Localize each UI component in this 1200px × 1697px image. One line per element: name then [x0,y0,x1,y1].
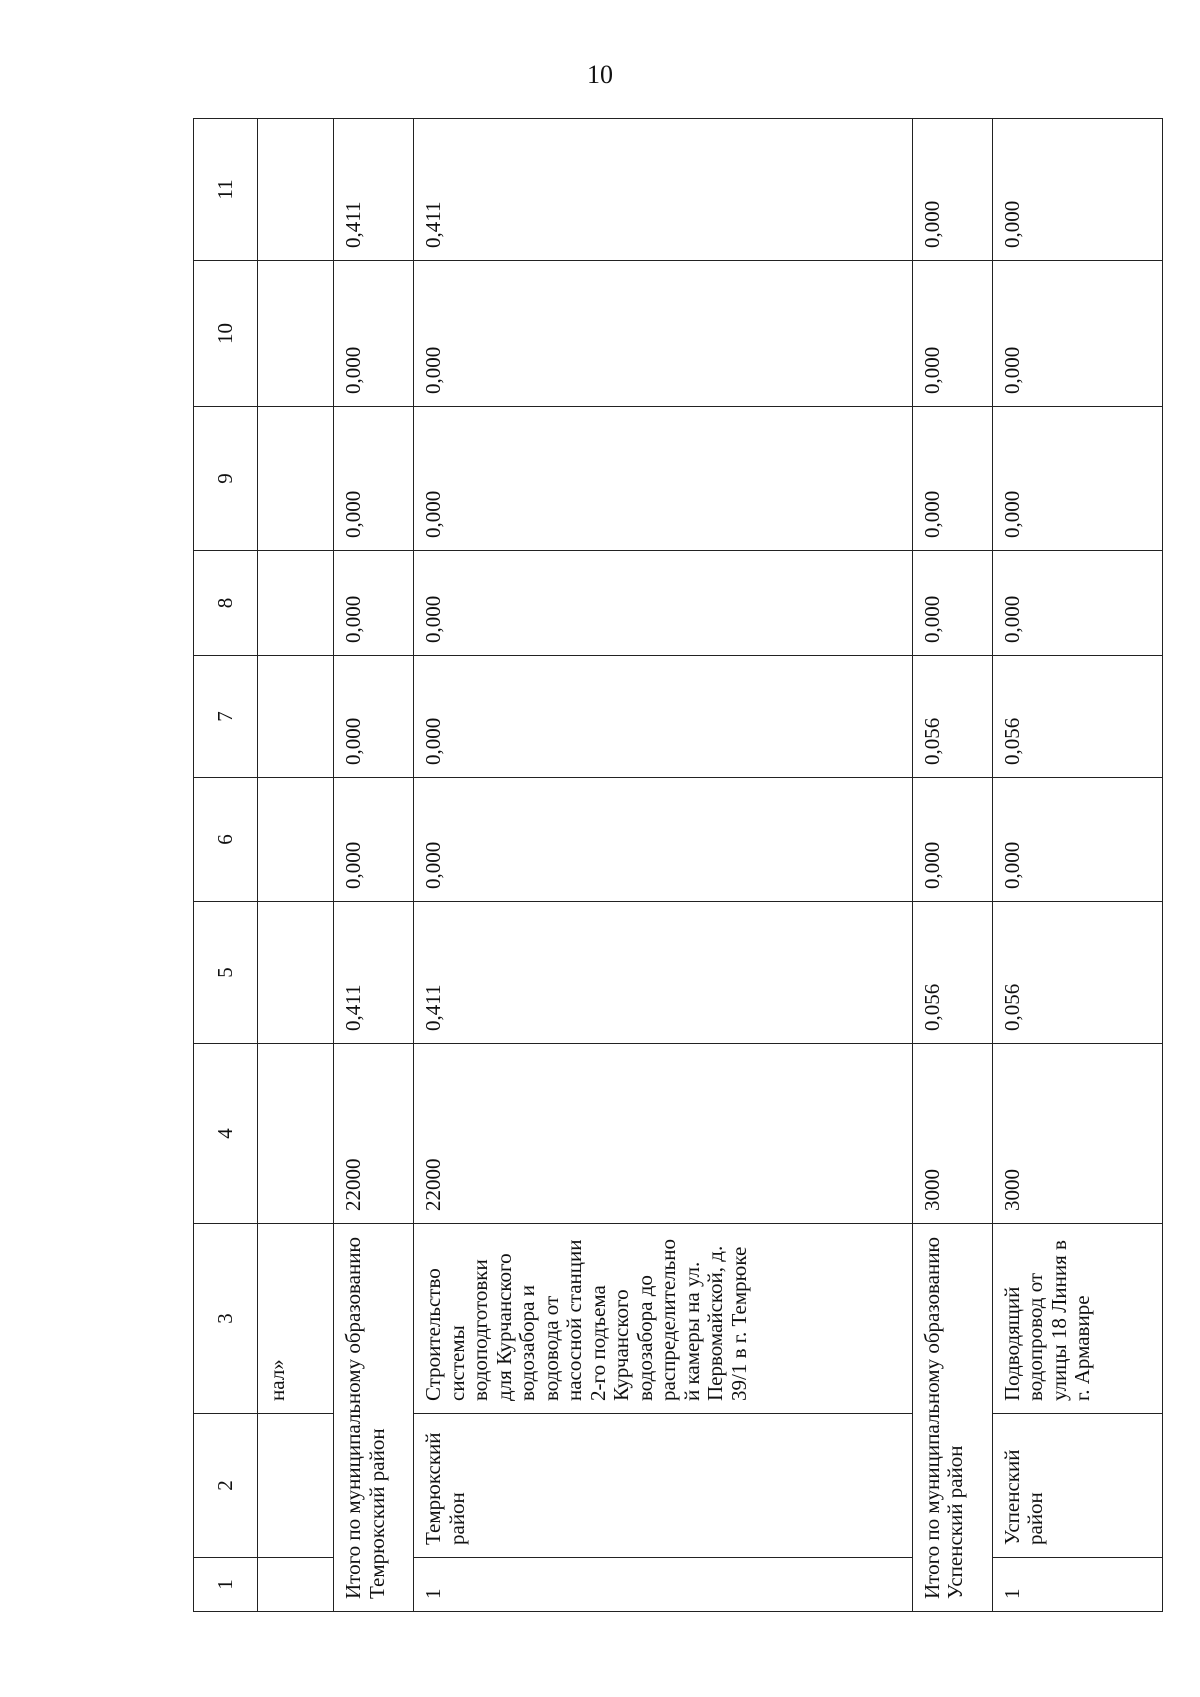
value-cell: 0,000 [414,778,913,902]
table-cell [258,902,334,1044]
value-cell: 22000 [414,1044,913,1224]
value-cell: 0,056 [912,656,992,778]
summary-row [334,119,414,1612]
table-cell [258,1414,334,1558]
header-cell: 6 [194,778,258,902]
table-cell [258,261,334,407]
page-number: 10 [587,60,613,89]
value-cell: 0,000 [912,261,992,407]
value-cell: 3000 [992,1044,1162,1224]
value-cell: 0,000 [334,407,414,551]
value-cell: 0,000 [414,656,913,778]
value-cell: 0,000 [912,119,992,261]
header-cell: 5 [194,902,258,1044]
summary-label: Итого по муниципальному образованию Успенский район [912,1224,992,1612]
value-cell: 0,411 [414,902,913,1044]
data-table [193,118,1163,1612]
header-cell: 1 [194,1558,258,1612]
summary-label: Итого по муниципальному образованию Темрюкский район [334,1224,414,1612]
district-cell: Успенский район [992,1414,1162,1558]
value-cell: 0,000 [912,778,992,902]
value-cell: 22000 [334,1044,414,1224]
value-cell: 0,000 [334,261,414,407]
table-cell [258,656,334,778]
header-cell: 2 [194,1414,258,1558]
table-cell [258,778,334,902]
table-cell [258,1044,334,1224]
header-row [194,119,258,1612]
table-cell [258,407,334,551]
value-cell: 0,411 [334,119,414,261]
value-cell: 3000 [912,1044,992,1224]
header-cell: 3 [194,1224,258,1414]
header-cell: 11 [194,119,258,261]
header-cell: 7 [194,656,258,778]
district-cell: Темрюкский район [414,1414,913,1558]
value-cell: 0,000 [912,551,992,656]
value-cell: 0,000 [334,656,414,778]
value-cell: 0,000 [334,778,414,902]
table-row-continued [258,119,334,1612]
table-cell [258,119,334,261]
row-index: 1 [414,1558,913,1612]
value-cell: 0,056 [992,656,1162,778]
header-cell: 4 [194,1044,258,1224]
header-cell: 10 [194,261,258,407]
continued-text: нал» [258,1224,334,1414]
value-cell: 0,056 [912,902,992,1044]
value-cell: 0,000 [992,778,1162,902]
value-cell: 0,000 [992,551,1162,656]
value-cell: 0,000 [992,119,1162,261]
value-cell: 0,411 [334,902,414,1044]
table-row [414,119,913,1612]
summary-row [912,119,992,1612]
value-cell: 0,056 [992,902,1162,1044]
value-cell: 0,000 [992,407,1162,551]
rotated-table-wrapper [193,119,1163,1612]
value-cell: 0,411 [414,119,913,261]
row-index: 1 [992,1558,1162,1612]
table-row [992,119,1162,1612]
value-cell: 0,000 [992,261,1162,407]
value-cell: 0,000 [414,551,913,656]
value-cell: 0,000 [414,407,913,551]
table-cell [258,1558,334,1612]
object-cell: Подводящий водопровод от улицы 18 Линия в г. Армавире [992,1224,1162,1414]
value-cell: 0,000 [414,261,913,407]
header-cell: 8 [194,551,258,656]
value-cell: 0,000 [334,551,414,656]
value-cell: 0,000 [912,407,992,551]
table-cell [258,551,334,656]
header-cell: 9 [194,407,258,551]
object-cell: Строительство системы водоподготовки для Курчанского водозабора и водовода от насосной станции 2-го подъема Курчанского водозабора до распределительной камеры на ул. Первомайской, д. 39/1 в г. Темрюке [414,1224,913,1414]
